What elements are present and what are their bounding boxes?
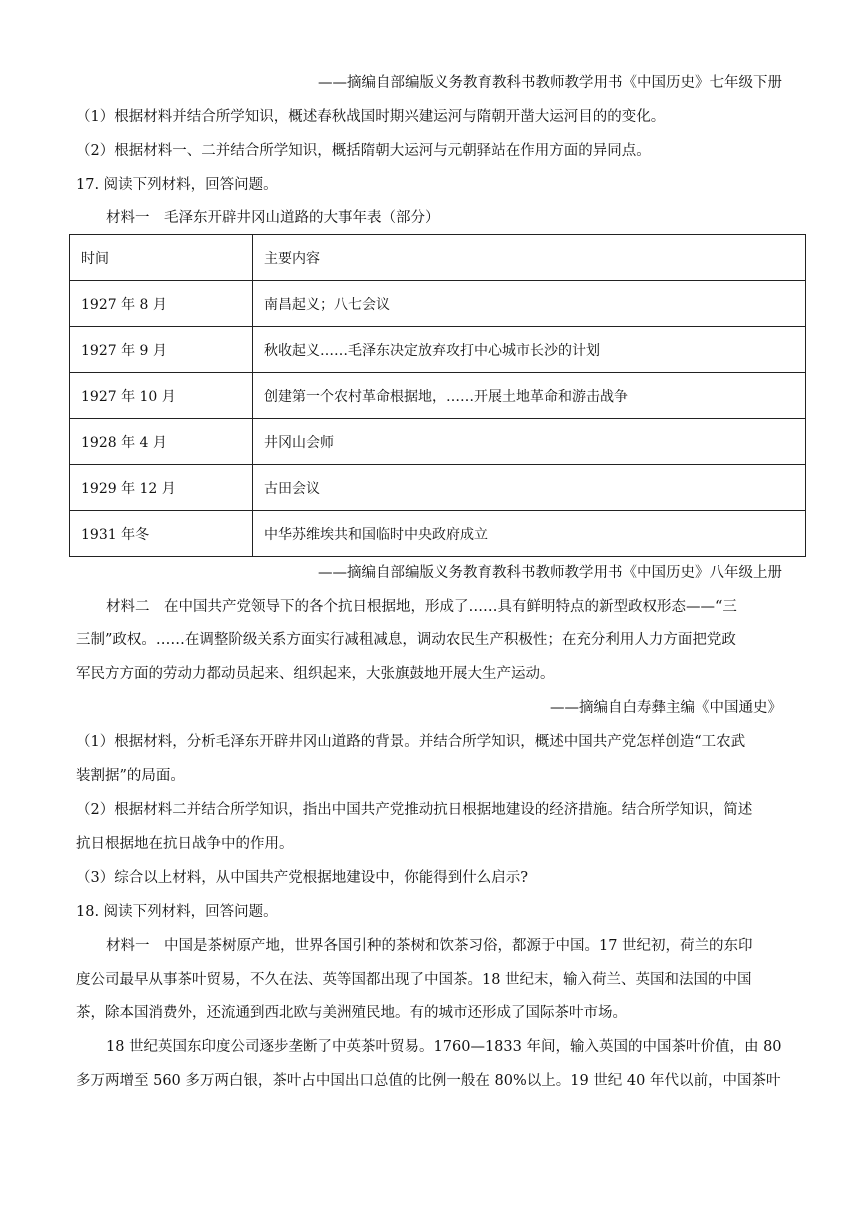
question-text: 抗日根据地在抗日战争中的作用。 — [76, 836, 294, 852]
table-row — [70, 465, 806, 511]
question-text: 装割据”的局面。 — [76, 768, 185, 784]
question-text: （1）根据材料并结合所学知识，概述春秋战国时期兴建运河与隋朝开凿大运河目的的变化。 — [76, 109, 666, 125]
table-cell: 创建第一个农村革命根据地，……开展土地革命和游击战争 — [253, 373, 806, 419]
table-header-row — [70, 235, 806, 281]
table-cell: 1927 年 8 月 — [70, 281, 253, 327]
material-text: 军民方方面的劳动力都动员起来、组织起来，大张旗鼓地开展大生产运动。 — [76, 666, 555, 682]
material-text: 三制”政权。……在调整阶级关系方面实行减租减息，调动农民生产积极性；在充分利用人力方面把党政 — [76, 632, 736, 648]
table-cell: 井冈山会师 — [253, 419, 806, 465]
table-header-cell: 时间 — [70, 235, 253, 281]
material-text: 茶，除本国消费外，还流通到西北欧与美洲殖民地。有的城市还形成了国际茶叶市场。 — [76, 1005, 627, 1021]
question-text: （1）根据材料，分析毛泽东开辟井冈山道路的背景。并结合所学知识，概述中国共产党怎样创造“工农武 — [76, 734, 746, 750]
material-text: 材料二 在中国共产党领导下的各个抗日根据地，形成了……具有鲜明特点的新型政权形态——“三 — [106, 599, 737, 615]
table-cell: 1927 年 10 月 — [70, 373, 253, 419]
material-text: 18 世纪英国东印度公司逐步垄断了中英茶叶贸易。1760—1833 年间，输入英国的中国茶叶价值，由 80 — [106, 1039, 782, 1055]
question-heading: 18. 阅读下列材料，回答问题。 — [76, 904, 278, 920]
table-row — [70, 511, 806, 557]
source-citation: ——摘编自白寿彝主编《中国通史》 — [550, 700, 782, 716]
question-text: （2）根据材料一、二并结合所学知识，概括隋朝大运河与元朝驿站在作用方面的异同点。 — [76, 143, 651, 159]
table-cell: 古田会议 — [253, 465, 806, 511]
material-text: 材料一 中国是茶树原产地，世界各国引种的茶树和饮茶习俗，都源于中国。17 世纪初，荷兰的东印 — [106, 938, 753, 954]
table-cell: 中华苏维埃共和国临时中央政府成立 — [253, 511, 806, 557]
question-text: （2）根据材料二并结合所学知识，指出中国共产党推动抗日根据地建设的经济措施。结合所学知识，简述 — [76, 802, 753, 818]
table-row — [70, 281, 806, 327]
table-row — [70, 327, 806, 373]
question-heading: 17. 阅读下列材料，回答问题。 — [76, 177, 278, 193]
table-row — [70, 373, 806, 419]
question-text: （3）综合以上材料，从中国共产党根据地建设中，你能得到什么启示? — [76, 870, 528, 886]
material-text: 多万两增至 560 多万两白银，茶叶占中国出口总值的比例一般在 80%以上。19 世纪 40 年代以前，中国茶叶 — [76, 1073, 781, 1089]
table-cell: 1927 年 9 月 — [70, 327, 253, 373]
table-cell: 1929 年 12 月 — [70, 465, 253, 511]
table-header-cell: 主要内容 — [253, 235, 806, 281]
table-row — [70, 419, 806, 465]
material-text: 度公司最早从事茶叶贸易，不久在法、英等国都出现了中国茶。18 世纪末，输入荷兰、英国和法国的中国 — [76, 972, 752, 988]
material-title: 材料一 毛泽东开辟井冈山道路的大事年表（部分） — [106, 210, 440, 226]
table-cell: 1931 年冬 — [70, 511, 253, 557]
source-citation: ——摘编自部编版义务教育教科书教师教学用书《中国历史》七年级下册 — [318, 75, 782, 91]
table-cell: 南昌起义；八七会议 — [253, 281, 806, 327]
table-cell: 秋收起义……毛泽东决定放弃攻打中心城市长沙的计划 — [253, 327, 806, 373]
table-cell: 1928 年 4 月 — [70, 419, 253, 465]
source-citation: ——摘编自部编版义务教育教科书教师教学用书《中国历史》八年级上册 — [318, 565, 782, 581]
event-table — [69, 234, 806, 557]
